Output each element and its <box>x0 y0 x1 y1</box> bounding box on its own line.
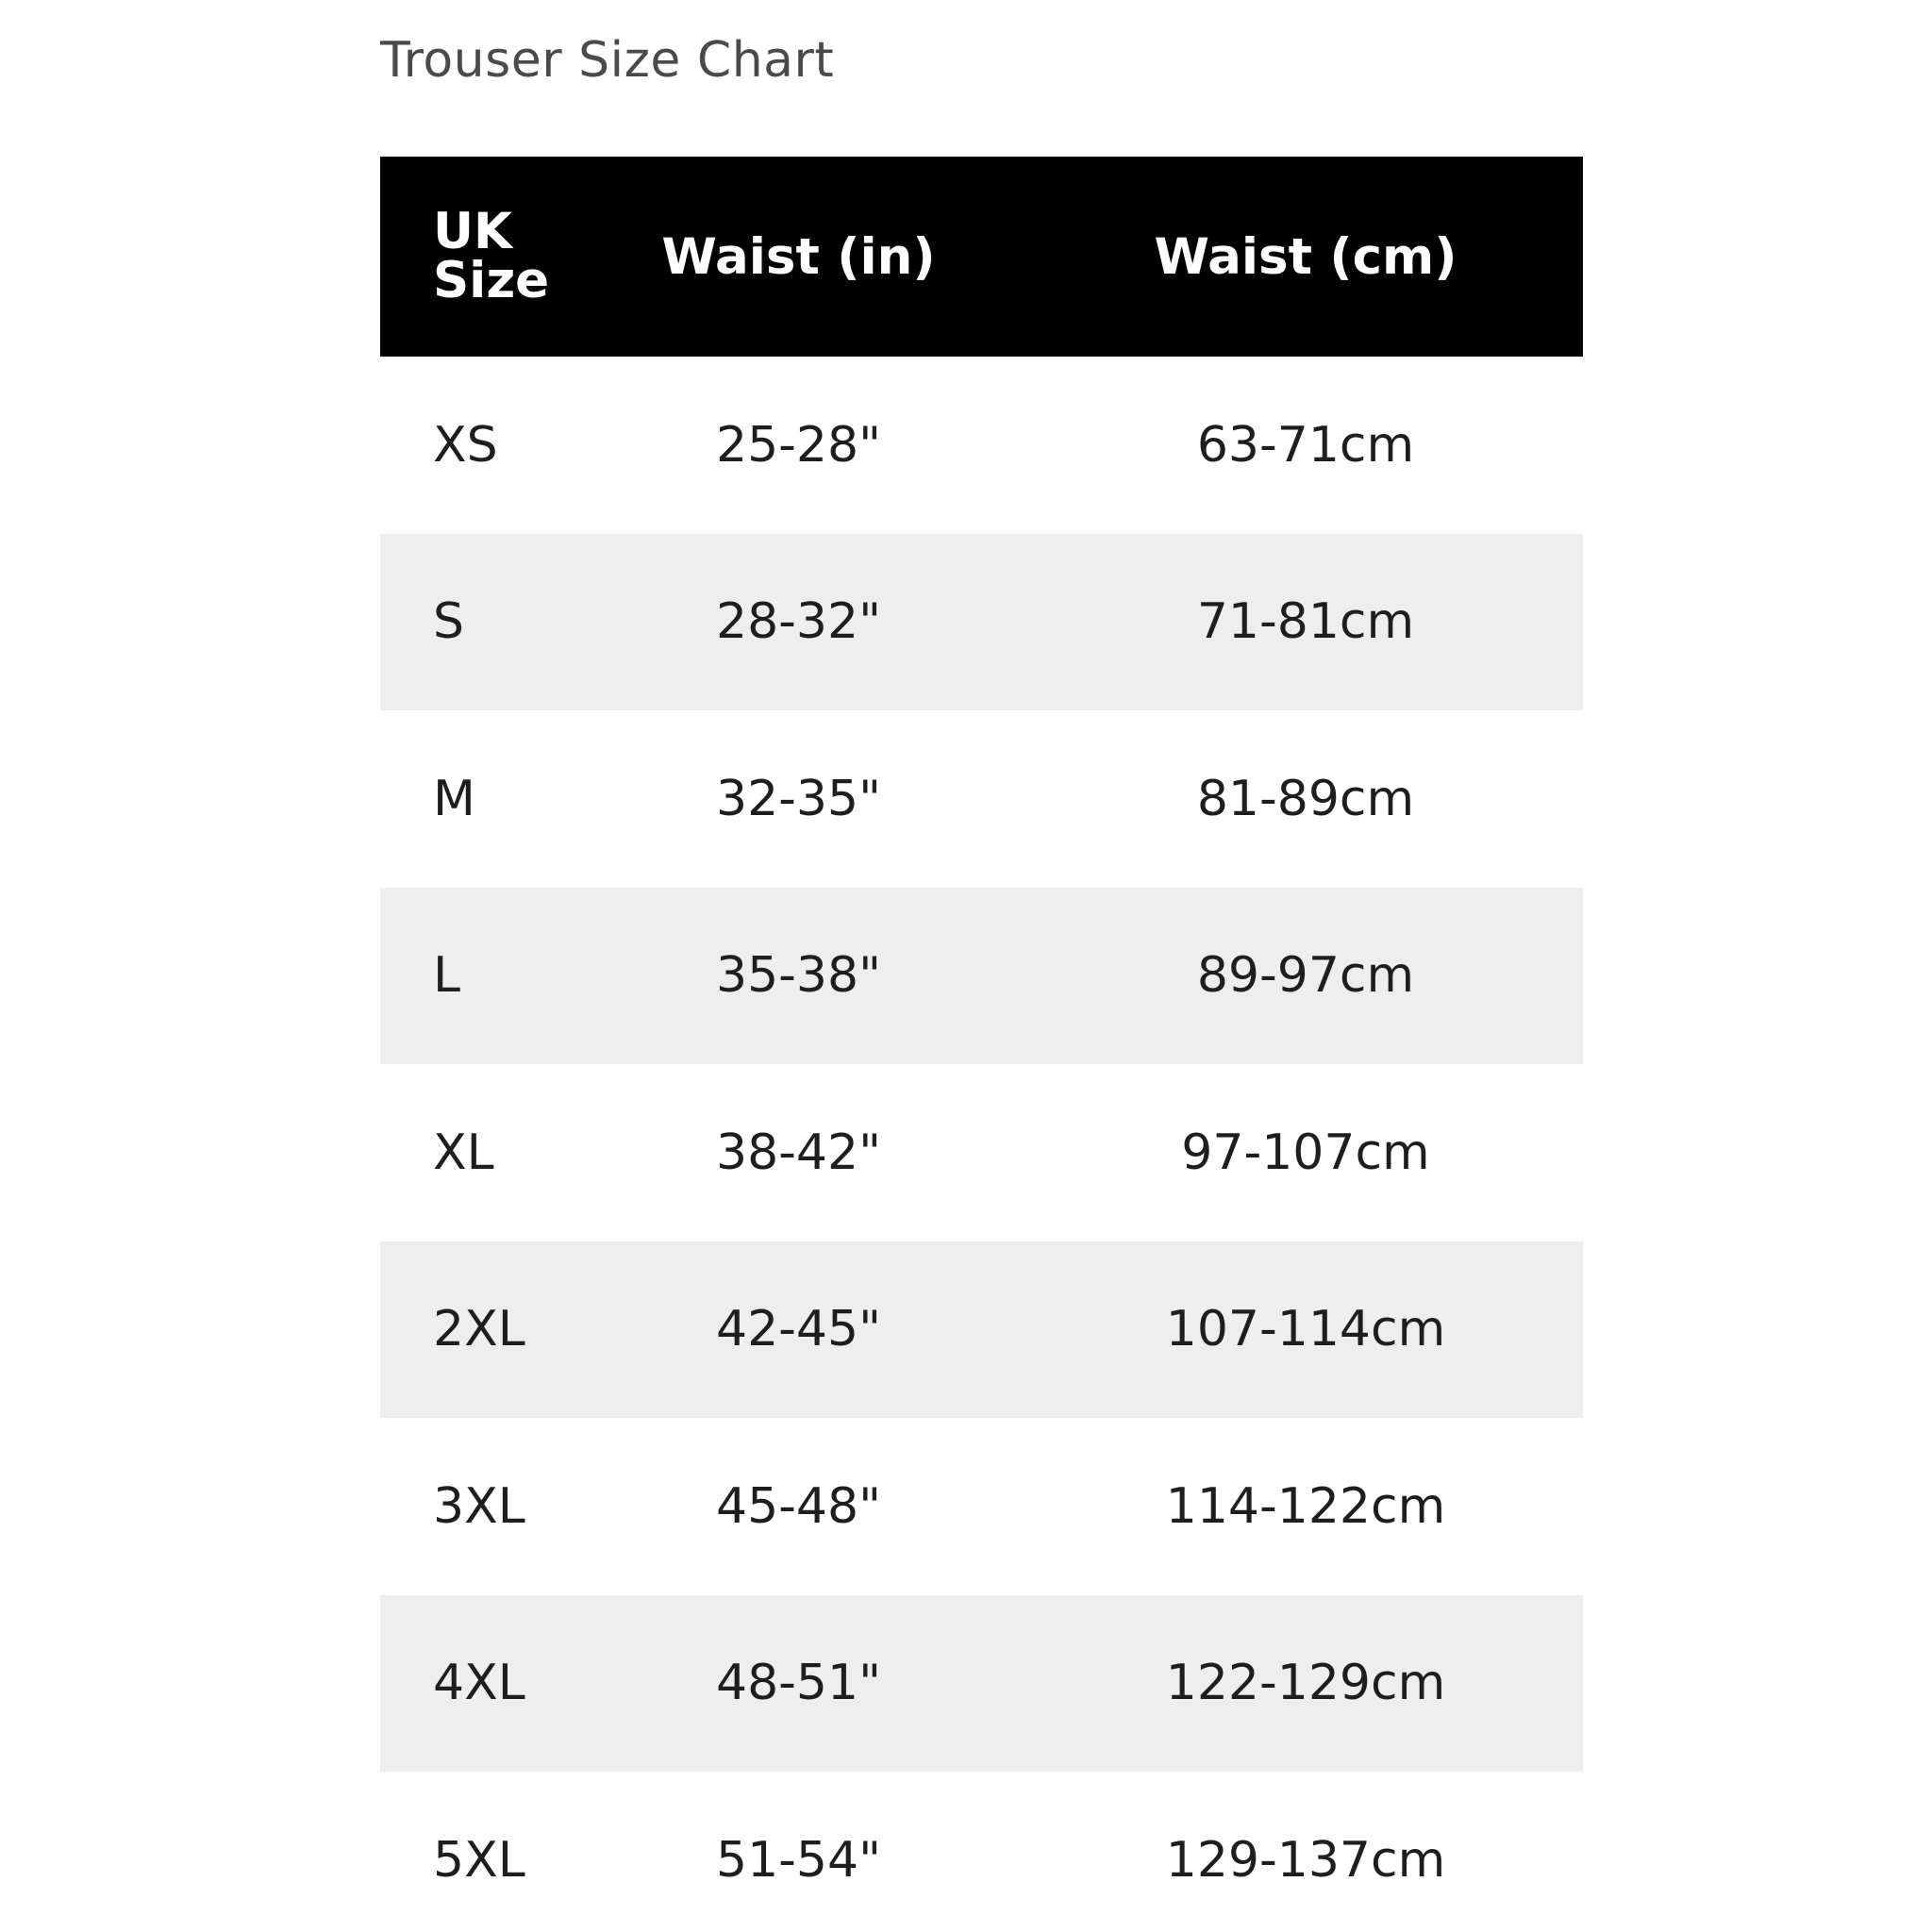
cell-waist-cm: 63-71cm <box>1196 416 1415 474</box>
table-row <box>380 1241 1583 1419</box>
table-row <box>380 1418 1583 1595</box>
cell-waist-in: 42-45" <box>715 1301 882 1358</box>
cell-waist-cm: 129-137cm <box>1165 1831 1446 1889</box>
cell-waist-in: 51-54" <box>715 1831 882 1889</box>
cell-waist-in: 48-51" <box>715 1655 882 1712</box>
cell-size: 3XL <box>433 1477 525 1535</box>
cell-waist-cm: 107-114cm <box>1165 1301 1446 1358</box>
table-row <box>380 1595 1583 1773</box>
table-header-row <box>380 157 1583 357</box>
cell-size: XL <box>433 1124 494 1181</box>
table-row <box>380 888 1583 1065</box>
header-uk-size <box>380 157 569 357</box>
cell-size: M <box>433 770 475 827</box>
header-waist-cm: Waist (cm) <box>1154 227 1457 286</box>
size-chart-table <box>380 157 1583 1932</box>
table-row <box>380 357 1583 534</box>
cell-size: 4XL <box>433 1655 525 1712</box>
cell-waist-cm: 122-129cm <box>1165 1655 1446 1712</box>
table-row <box>380 1772 1583 1932</box>
cell-size: L <box>433 947 460 1005</box>
cell-size: XS <box>433 416 498 474</box>
cell-waist-in: 28-32" <box>715 593 882 651</box>
cell-waist-cm: 89-97cm <box>1196 947 1415 1005</box>
cell-waist-cm: 97-107cm <box>1181 1124 1430 1181</box>
header-uk-size-line2: Size <box>433 252 550 309</box>
table-row <box>380 1064 1583 1241</box>
table-row <box>380 710 1583 888</box>
cell-waist-in: 45-48" <box>715 1477 882 1535</box>
table-row <box>380 534 1583 711</box>
table-body <box>380 357 1583 1932</box>
cell-waist-cm: 114-122cm <box>1165 1477 1446 1535</box>
cell-size: S <box>433 593 465 651</box>
cell-waist-in: 25-28" <box>715 416 882 474</box>
cell-waist-in: 32-35" <box>715 770 882 827</box>
cell-waist-in: 38-42" <box>715 1124 882 1181</box>
header-waist-in: Waist (in) <box>661 227 936 286</box>
cell-waist-cm: 71-81cm <box>1196 593 1415 651</box>
cell-size: 5XL <box>433 1831 525 1889</box>
cell-waist-in: 35-38" <box>715 947 882 1005</box>
page-title: Trouser Size Chart <box>380 32 835 89</box>
cell-waist-cm: 81-89cm <box>1196 770 1415 827</box>
cell-size: 2XL <box>433 1301 525 1358</box>
header-uk-size-line1: UK <box>433 203 513 260</box>
